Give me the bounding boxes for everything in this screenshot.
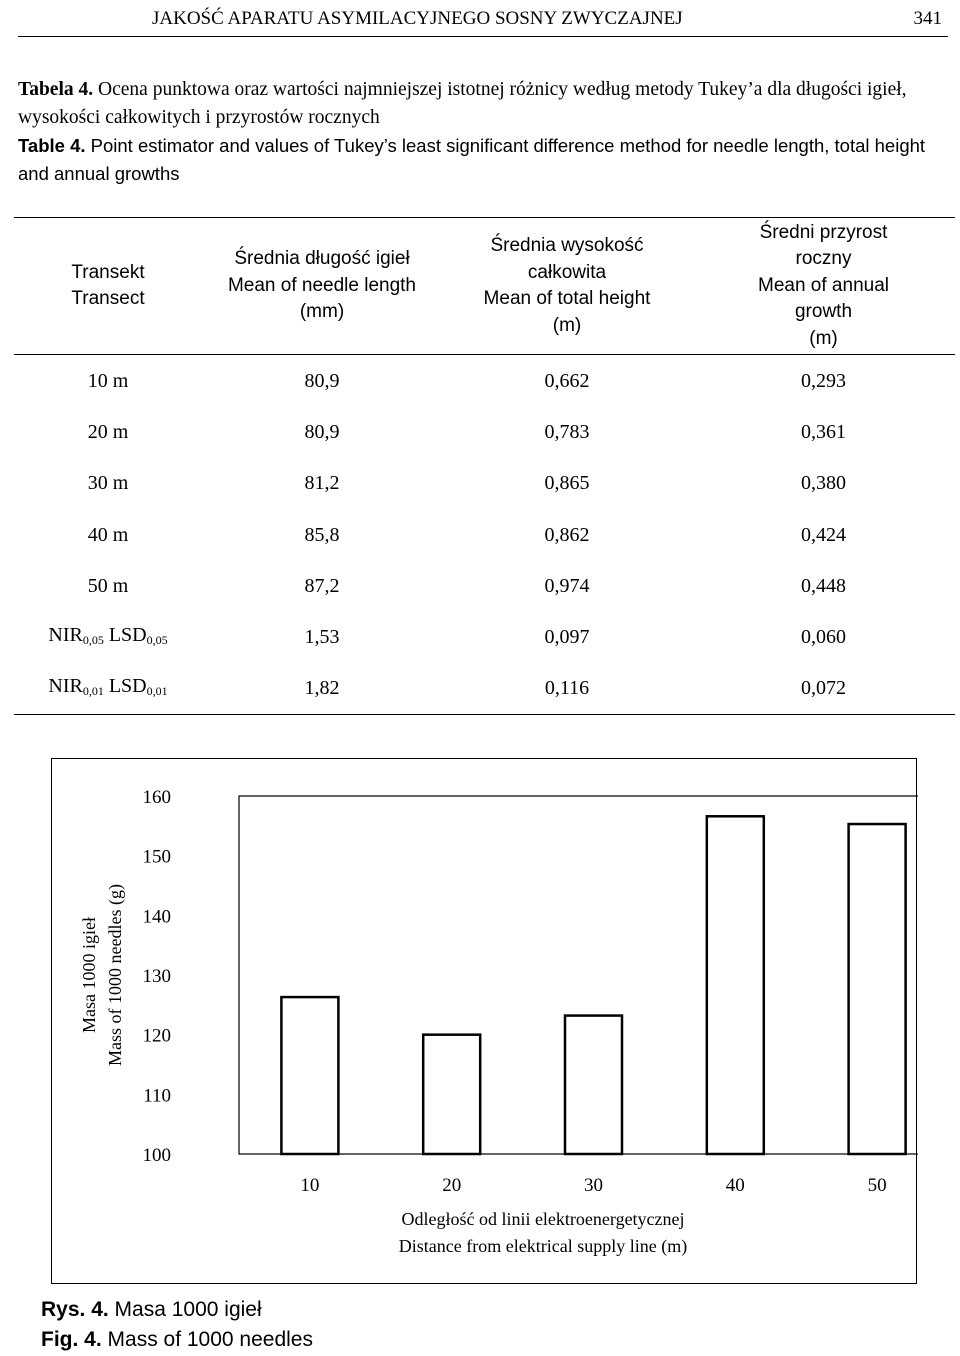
table-row [14,458,955,509]
table-caption [18,76,953,188]
bar [707,816,764,1154]
lsd-row-005 [14,611,955,662]
header-needle-length [202,218,442,355]
table-row [14,509,955,560]
x-axis-title [399,1209,687,1257]
table-cell: 0,662 [544,369,590,392]
header-annual-growth-en-1: Mean of annual [758,274,889,296]
header-annual-growth-en-2: growth [794,301,853,323]
table-cell: 80,9 [304,369,340,392]
table-cell: 0,293 [801,369,846,392]
table-cell: 50 m [87,574,129,597]
y-tick-label: 120 [142,1025,171,1047]
header-total-height-pl-2: całkowita [527,261,607,283]
header-annual-growth-pl-2: roczny [795,248,852,270]
y-axis-title-pl: Masa 1000 igieł [79,917,99,1033]
results-table [14,217,955,715]
table-cell: 0,783 [544,420,590,443]
bar [565,1016,622,1154]
table-caption-pl [18,76,953,132]
y-tick-label: 100 [142,1145,171,1166]
table-cell: 10 m [87,369,129,392]
y-axis-title [79,884,126,1066]
header-transect-en: Transect [71,288,145,309]
header-needle-length-unit: (mm) [299,301,345,323]
y-tick-label: 140 [142,906,171,928]
header-needle-length-pl: Średnia długość igieł [234,248,410,270]
header-annual-growth-pl-1: Średni przyrost [759,221,888,243]
lsd-label-001 [14,663,202,715]
table-cell: 1,82 [304,677,340,700]
table-cell: 0,361 [801,420,846,443]
header-total-height [442,218,692,355]
lsd-text: LSD [108,623,147,646]
table-cell: 30 m [87,472,129,495]
x-axis-title-pl: Odległość od linii elektroenergetycznej [401,1209,685,1229]
table-cell: 0,060 [801,626,846,649]
running-header [18,4,948,37]
table-caption-pl-text: Ocena punktowa oraz wartości najmniejszej istotnej różnicy według metody Tukey’a dla długości igieł, wysokości całkowitych i przyrostów rocznych [18,79,907,128]
y-tick-label: 150 [142,846,171,868]
header-needle-length-en: Mean of needle length [227,274,417,296]
table-cell: 0,448 [801,574,846,597]
header-annual-growth [692,218,955,355]
table-header-row [14,218,955,355]
table-row [14,560,955,611]
table-cell: 40 m [87,523,129,546]
table-cell: 0,097 [544,626,590,649]
x-axis-title-en: Distance from elektrical supply line (m) [398,1236,688,1256]
table-cell: 85,8 [304,523,340,546]
table-cell: 80,9 [304,420,340,443]
figure-caption [41,1295,313,1355]
table-row [14,406,955,457]
x-tick-label: 10 [300,1175,320,1196]
table-cell: 0,862 [544,523,590,546]
x-tick-label: 50 [867,1175,887,1196]
table-cell: 0,380 [801,472,846,495]
nir-text: NIR [48,674,83,697]
table-cell: 87,2 [304,574,340,597]
bar [281,997,338,1154]
nir-text: NIR [48,623,83,646]
table-caption-pl-label: Tabela 4. [18,79,94,100]
table-cell: 0,424 [801,523,846,546]
bar [849,824,906,1154]
y-tick-label: 110 [143,1085,171,1107]
lsd-subscript: 0,01 [146,683,168,698]
lsd-text: LSD [108,674,147,697]
y-tick-label: 160 [142,787,171,808]
lsd-row-001 [14,663,955,715]
figure-caption-pl [41,1295,313,1325]
lsd-subscript: 0,05 [146,632,168,647]
figure-caption-pl-label: Rys. 4. [41,1298,109,1321]
y-axis-title-en: Mass of 1000 needles (g) [105,884,125,1066]
table-caption-en-text: Point estimator and values of Tukey’s least significant difference method for needle length, total height and annual growths [18,135,926,184]
x-tick-label: 20 [442,1175,462,1196]
figure-caption-en-label: Fig. 4. [41,1328,102,1351]
header-total-height-en: Mean of total height [483,288,651,309]
table-cell: 0,072 [801,677,846,700]
table-caption-en-label: Table 4. [18,135,86,156]
x-axis-ticks [300,1175,886,1196]
running-title: JAKOŚĆ APARATU ASYMILACYJNEGO SOSNY ZWYCZAJNEJ [152,8,683,29]
header-annual-growth-unit: (m) [809,327,838,349]
table-cell: 0,865 [544,472,590,495]
bar-chart [52,759,918,1285]
table-cell: 0,974 [544,574,590,597]
table-cell: 1,53 [304,626,340,649]
y-axis-ticks [143,787,172,1166]
nir-subscript: 0,05 [82,632,104,647]
x-tick-label: 30 [584,1175,603,1196]
table-row [14,355,955,407]
figure-caption-en-text: Mass of 1000 needles [101,1328,313,1351]
table-cell: 0,116 [544,677,590,700]
y-tick-label: 130 [142,966,171,987]
bar-series [281,816,905,1154]
page-number: 341 [913,8,942,29]
bar [423,1035,480,1154]
figure-frame [51,758,917,1284]
nir-subscript: 0,01 [82,683,104,698]
table-caption-en [18,132,953,188]
figure-caption-en [41,1325,313,1355]
header-total-height-pl-1: Średnia wysokość [490,235,644,256]
header-total-height-unit: (m) [552,314,582,336]
table-cell: 81,2 [304,472,340,495]
table-cell: 20 m [87,420,129,443]
x-tick-label: 40 [725,1175,745,1196]
header-transect-pl: Transekt [71,261,145,283]
lsd-label-005 [14,611,202,662]
figure-caption-pl-text: Masa 1000 igieł [108,1298,262,1321]
header-transect [14,218,202,355]
